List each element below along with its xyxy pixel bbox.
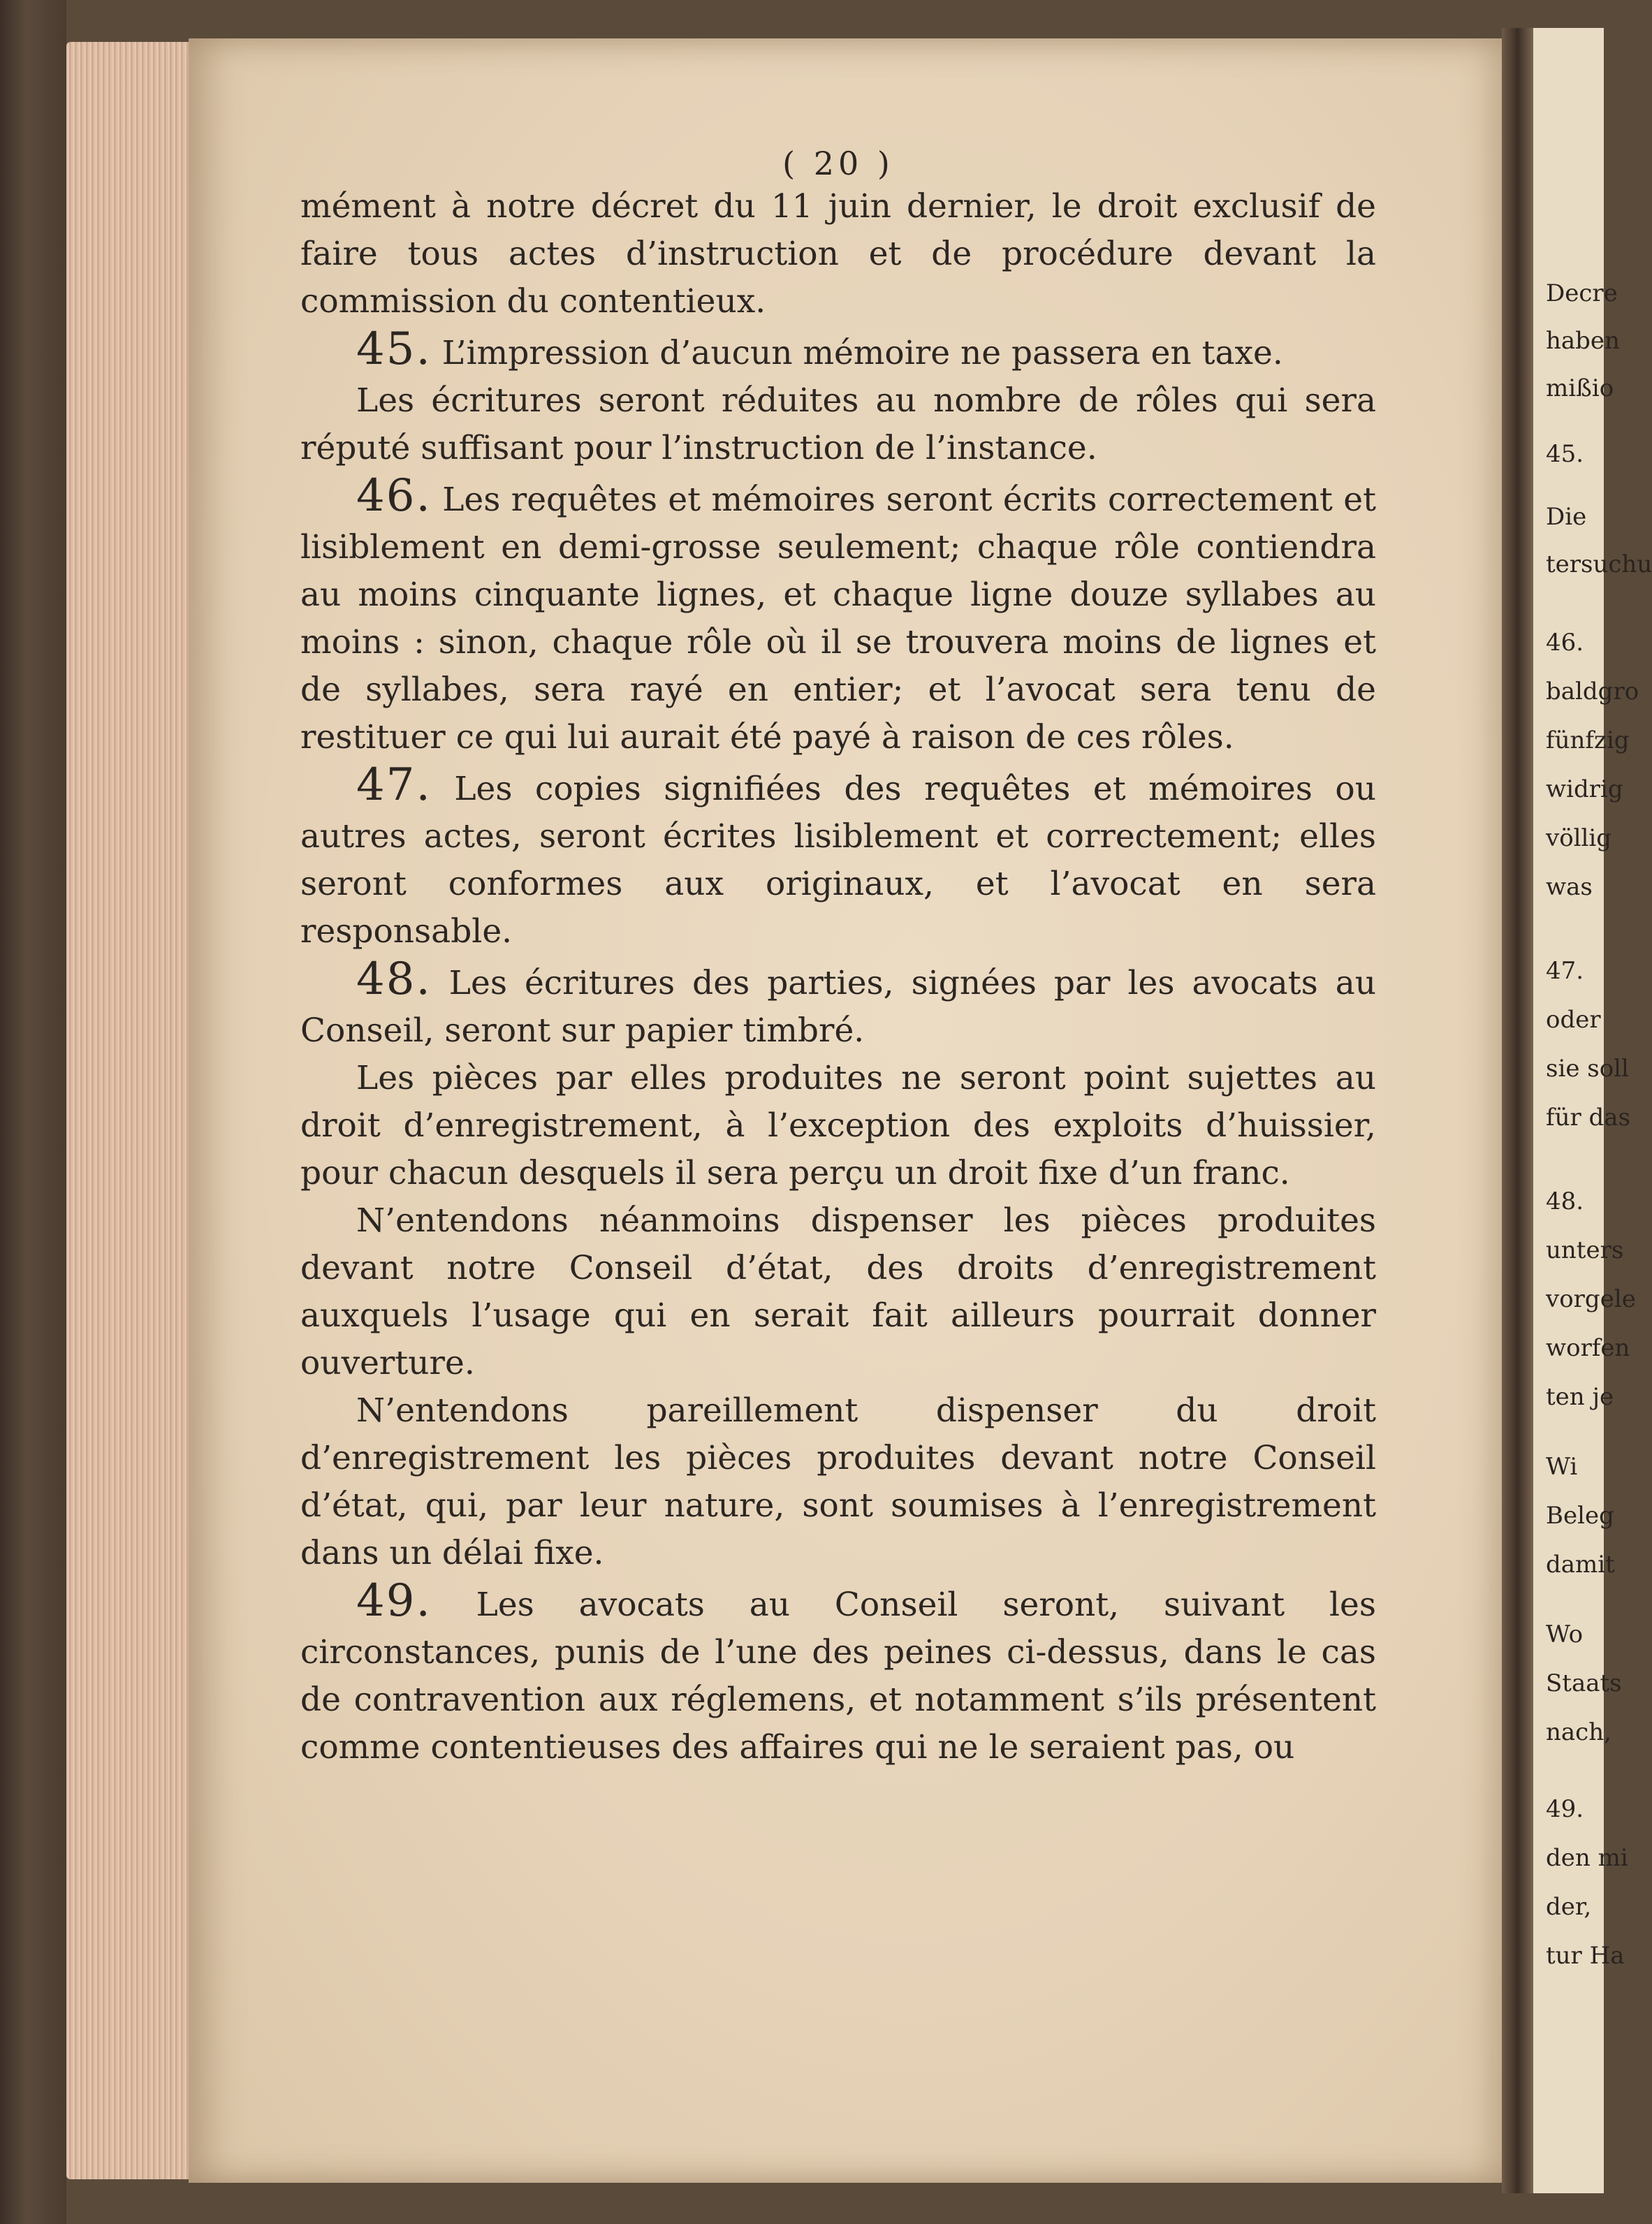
facing-page-line: Decre [1546, 279, 1618, 307]
facing-page-line: haben [1546, 327, 1620, 355]
facing-page-line: tur Ha [1546, 1942, 1625, 1970]
facing-page-line: Wo [1546, 1621, 1584, 1648]
facing-page-line: damit [1546, 1551, 1615, 1579]
facing-page-line: Die [1546, 503, 1587, 531]
facing-page-line: der, [1546, 1893, 1592, 1921]
paragraph [300, 1055, 1376, 1197]
facing-page-line: fünfzig [1546, 726, 1630, 754]
paragraph-text: N’entendons néanmoins dispenser les pièces produites devant notre Conseil d’état, des droits d’enregistrement auxquels l’usage qui en serait fait ailleurs pourrait donner ouverture. [300, 1201, 1376, 1382]
facing-page-line: 45. [1546, 440, 1584, 468]
facing-page-line: mißio [1546, 374, 1614, 402]
facing-page-line: worfen [1546, 1334, 1630, 1362]
article-number: 48. [356, 953, 432, 1005]
facing-page-line: 49. [1546, 1795, 1584, 1823]
facing-page-line: 46. [1546, 629, 1584, 657]
facing-page-line: völlig [1546, 824, 1612, 852]
facing-page-line: Beleg [1546, 1502, 1614, 1530]
paragraph [300, 1197, 1376, 1387]
article-48 [300, 953, 1376, 1055]
facing-page-line: nach, [1546, 1718, 1611, 1746]
book-cover-edge [0, 0, 66, 2224]
page-block-edge [66, 42, 196, 2179]
paragraph-text: mément à notre décret du 11 juin dernier, le droit exclusif de faire tous actes d’instruction et de procédure devant la commission du contentieux. [300, 187, 1376, 321]
facing-page-line: baldgro [1546, 678, 1639, 705]
article-number: 47. [356, 759, 432, 811]
facing-page-line: vorgele [1546, 1285, 1636, 1313]
paragraph-text: Les copies signifiées des requêtes et mémoires ou autres actes, seront écrites lisiblement et correctement; elles seront conformes aux originaux, et l’avocat en sera responsable. [300, 770, 1376, 951]
paragraph-text: L’impression d’aucun mémoire ne passera en taxe. [431, 334, 1283, 372]
paragraph-continuation [300, 183, 1376, 325]
facing-page-line: widrig [1546, 775, 1623, 803]
paragraph-text: Les requêtes et mémoires seront écrits correctement et lisiblement en demi-grosse seulement; chaque rôle contiendra au moins cinquante lignes, et chaque ligne douze syllabes au moins : sinon, chaque rôle où il se trouvera moins de lignes et de syllabes, sera rayé en entier; et l’avocat sera tenu de restituer ce qui lui aurait été payé à raison de ces rôles. [300, 481, 1376, 756]
facing-page-line: tersuchu [1546, 550, 1652, 578]
facing-page-line: für das [1546, 1104, 1631, 1132]
article-number: 46. [356, 470, 432, 522]
facing-page-line: den mi [1546, 1844, 1628, 1872]
facing-page-line: was [1546, 873, 1593, 901]
article-45 [300, 325, 1376, 377]
paragraph [300, 377, 1376, 472]
page-number: ( 20 ) [782, 145, 894, 182]
paragraph-text: Les pièces par elles produites ne seront point sujettes au droit d’enregistrement, à l’exception des exploits d’huissier, pour chacun desquels il sera perçu un droit fixe d’un franc. [300, 1059, 1376, 1192]
paragraph-text: Les écritures des parties, signées par les avocats au Conseil, seront sur papier timbré. [300, 964, 1376, 1050]
facing-page-line: unters [1546, 1236, 1624, 1264]
article-number: 45. [356, 323, 432, 375]
facing-page-line: 48. [1546, 1187, 1584, 1215]
article-47 [300, 761, 1376, 956]
facing-page-line: Staats [1546, 1669, 1622, 1697]
article-49 [300, 1577, 1376, 1771]
paragraph [300, 1387, 1376, 1577]
facing-page-line: ten je [1546, 1383, 1614, 1411]
facing-page-fragment [1533, 28, 1652, 2193]
paragraph-text: Les avocats au Conseil seront, suivant les circonstances, punis de l’une des peines ci-dessus, dans le cas de contravention aux réglemens, et notamment s’ils présentent comme contentieuses des affaires qui ne le seraient pas, ou [300, 1586, 1376, 1766]
facing-page-line: sie soll [1546, 1055, 1629, 1083]
paragraph-text: N’entendons pareillement dispenser du droit d’enregistrement les pièces produites devant notre Conseil d’état, qui, par leur nature, sont soumises à l’enregistrement dans un délai fixe. [300, 1391, 1376, 1572]
paragraph-text: Les écritures seront réduites au nombre de rôles qui sera réputé suffisant pour l’instruction de l’instance. [300, 381, 1376, 467]
page-text [300, 140, 1376, 1771]
facing-page-line: oder [1546, 1006, 1601, 1034]
facing-page-line: Wi [1546, 1453, 1578, 1481]
article-46 [300, 472, 1376, 761]
book-gutter [1502, 28, 1533, 2193]
facing-page-line: 47. [1546, 957, 1584, 985]
article-number: 49. [356, 1575, 432, 1627]
